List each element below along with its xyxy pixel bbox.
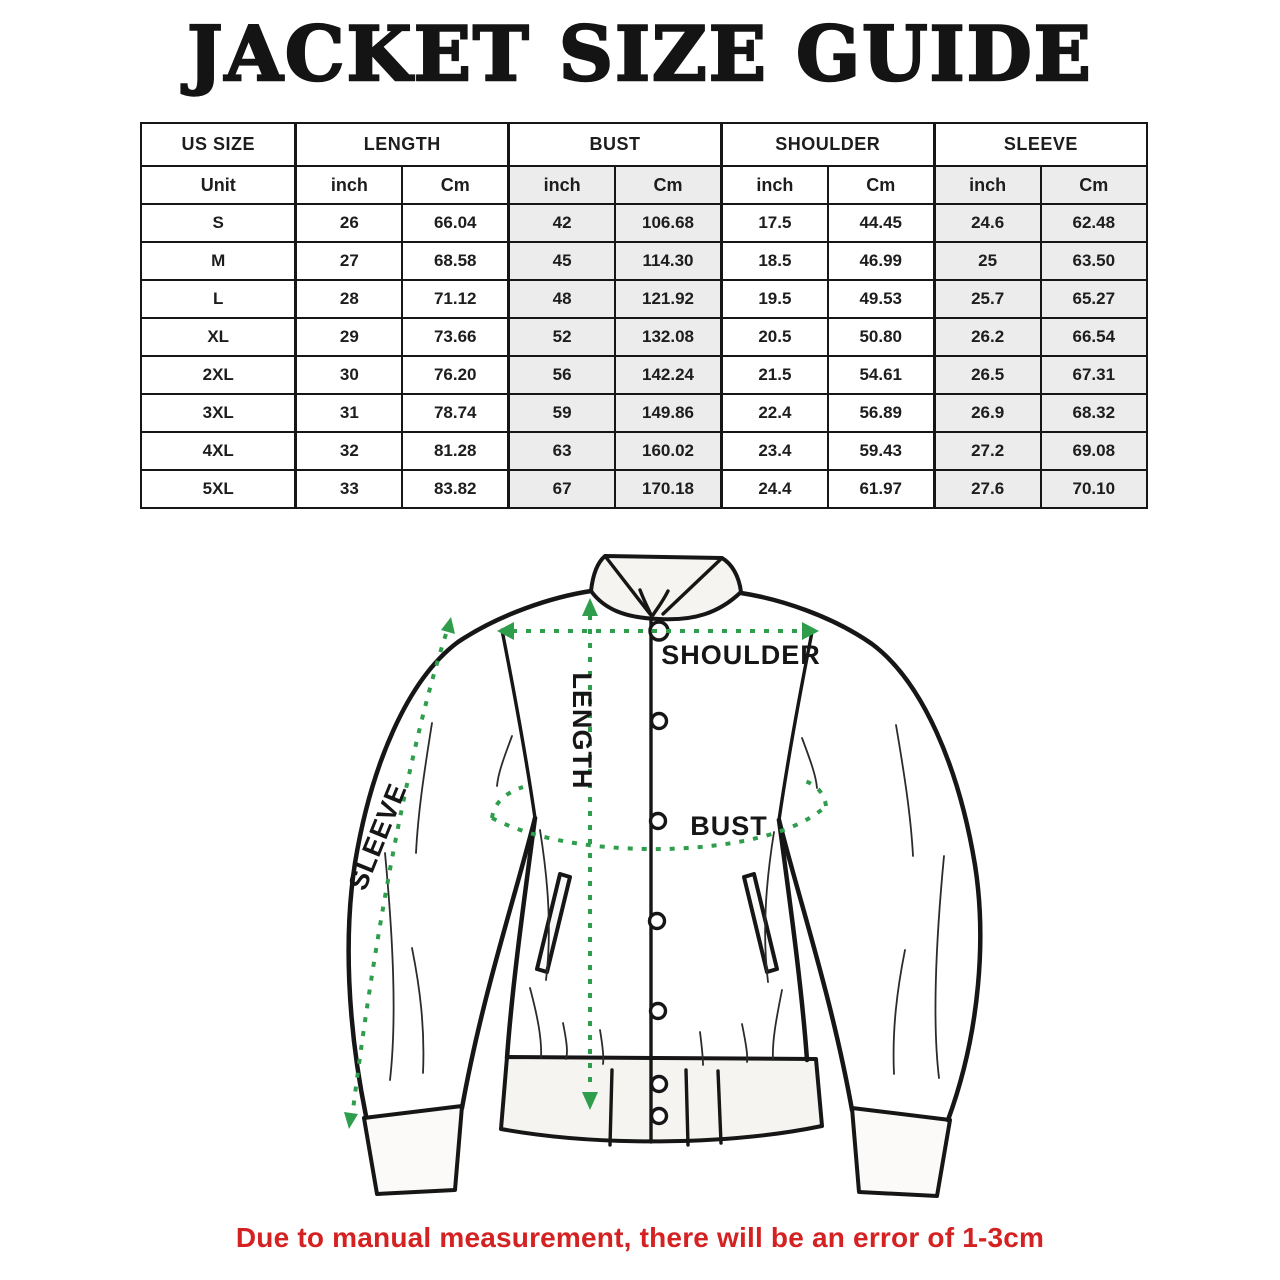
jacket-diagram (0, 518, 1280, 1224)
value-cell: 42 (509, 204, 615, 242)
length-label: LENGTH (567, 672, 597, 790)
value-cell: 106.68 (615, 204, 721, 242)
unit-cell: inch (721, 166, 827, 204)
size-cell: M (141, 242, 296, 280)
value-cell: 65.27 (1041, 280, 1147, 318)
table-row (141, 432, 1147, 470)
value-cell: 68.32 (1041, 394, 1147, 432)
value-cell: 27.2 (934, 432, 1040, 470)
value-cell: 149.86 (615, 394, 721, 432)
unit-cell: inch (934, 166, 1040, 204)
value-cell: 32 (296, 432, 402, 470)
table-row (141, 356, 1147, 394)
jacket-button (651, 1004, 666, 1019)
jacket-button (652, 714, 667, 729)
value-cell: 25 (934, 242, 1040, 280)
value-cell: 61.97 (828, 470, 934, 508)
size-table (140, 122, 1148, 509)
jacket-left-cuff (364, 1106, 462, 1194)
unit-cell: inch (509, 166, 615, 204)
group-header-cell: LENGTH (296, 123, 509, 166)
size-cell: 3XL (141, 394, 296, 432)
value-cell: 21.5 (721, 356, 827, 394)
unit-cell: Cm (828, 166, 934, 204)
jacket-left-pocket (537, 874, 570, 972)
jacket-hem-band (501, 1057, 822, 1141)
value-cell: 52 (509, 318, 615, 356)
bust-label: BUST (690, 811, 768, 841)
value-cell: 73.66 (402, 318, 508, 356)
jacket-button (650, 914, 665, 929)
unit-cell: Cm (615, 166, 721, 204)
unit-cell: Unit (141, 166, 296, 204)
size-cell: XL (141, 318, 296, 356)
size-cell: S (141, 204, 296, 242)
value-cell: 83.82 (402, 470, 508, 508)
value-cell: 121.92 (615, 280, 721, 318)
table-row (141, 394, 1147, 432)
sleeve-label: SLEEVE (342, 778, 413, 895)
value-cell: 27.6 (934, 470, 1040, 508)
size-cell: L (141, 280, 296, 318)
value-cell: 160.02 (615, 432, 721, 470)
value-cell: 46.99 (828, 242, 934, 280)
value-cell: 69.08 (1041, 432, 1147, 470)
value-cell: 20.5 (721, 318, 827, 356)
table-row (141, 280, 1147, 318)
value-cell: 68.58 (402, 242, 508, 280)
value-cell: 170.18 (615, 470, 721, 508)
value-cell: 62.48 (1041, 204, 1147, 242)
value-cell: 26 (296, 204, 402, 242)
unit-cell: Cm (1041, 166, 1147, 204)
value-cell: 29 (296, 318, 402, 356)
value-cell: 54.61 (828, 356, 934, 394)
value-cell: 17.5 (721, 204, 827, 242)
value-cell: 33 (296, 470, 402, 508)
jacket-button (652, 1109, 667, 1124)
value-cell: 76.20 (402, 356, 508, 394)
value-cell: 63.50 (1041, 242, 1147, 280)
value-cell: 24.6 (934, 204, 1040, 242)
value-cell: 59.43 (828, 432, 934, 470)
jacket-button (651, 814, 666, 829)
value-cell: 26.5 (934, 356, 1040, 394)
value-cell: 63 (509, 432, 615, 470)
value-cell: 27 (296, 242, 402, 280)
value-cell: 142.24 (615, 356, 721, 394)
unit-cell: inch (296, 166, 402, 204)
value-cell: 67 (509, 470, 615, 508)
value-cell: 22.4 (721, 394, 827, 432)
value-cell: 18.5 (721, 242, 827, 280)
value-cell: 78.74 (402, 394, 508, 432)
group-header-cell: BUST (509, 123, 722, 166)
value-cell: 19.5 (721, 280, 827, 318)
value-cell: 48 (509, 280, 615, 318)
value-cell: 81.28 (402, 432, 508, 470)
table-row (141, 242, 1147, 280)
value-cell: 31 (296, 394, 402, 432)
value-cell: 56 (509, 356, 615, 394)
table-row (141, 470, 1147, 508)
jacket-button (652, 1077, 667, 1092)
shoulder-label: SHOULDER (661, 640, 821, 670)
value-cell: 66.54 (1041, 318, 1147, 356)
value-cell: 26.2 (934, 318, 1040, 356)
value-cell: 44.45 (828, 204, 934, 242)
value-cell: 70.10 (1041, 470, 1147, 508)
value-cell: 132.08 (615, 318, 721, 356)
unit-cell: Cm (402, 166, 508, 204)
group-header-cell: SLEEVE (934, 123, 1147, 166)
table-row (141, 204, 1147, 242)
page-title: JACKET SIZE GUIDE (187, 10, 1093, 98)
value-cell: 25.7 (934, 280, 1040, 318)
group-header-cell: SHOULDER (721, 123, 934, 166)
unit-row (141, 166, 1147, 204)
value-cell: 114.30 (615, 242, 721, 280)
value-cell: 49.53 (828, 280, 934, 318)
value-cell: 66.04 (402, 204, 508, 242)
value-cell: 28 (296, 280, 402, 318)
table-header-row (141, 123, 1147, 166)
jacket-right-pocket (744, 874, 777, 972)
jacket-right-cuff (852, 1108, 950, 1196)
group-header-cell: US SIZE (141, 123, 296, 166)
value-cell: 50.80 (828, 318, 934, 356)
value-cell: 23.4 (721, 432, 827, 470)
value-cell: 30 (296, 356, 402, 394)
value-cell: 56.89 (828, 394, 934, 432)
measurement-note: Due to manual measurement, there will be an error of 1-3cm (235, 1222, 1045, 1253)
size-cell: 4XL (141, 432, 296, 470)
value-cell: 71.12 (402, 280, 508, 318)
size-cell: 2XL (141, 356, 296, 394)
value-cell: 26.9 (934, 394, 1040, 432)
value-cell: 59 (509, 394, 615, 432)
value-cell: 45 (509, 242, 615, 280)
value-cell: 24.4 (721, 470, 827, 508)
table-row (141, 318, 1147, 356)
value-cell: 67.31 (1041, 356, 1147, 394)
size-cell: 5XL (141, 470, 296, 508)
